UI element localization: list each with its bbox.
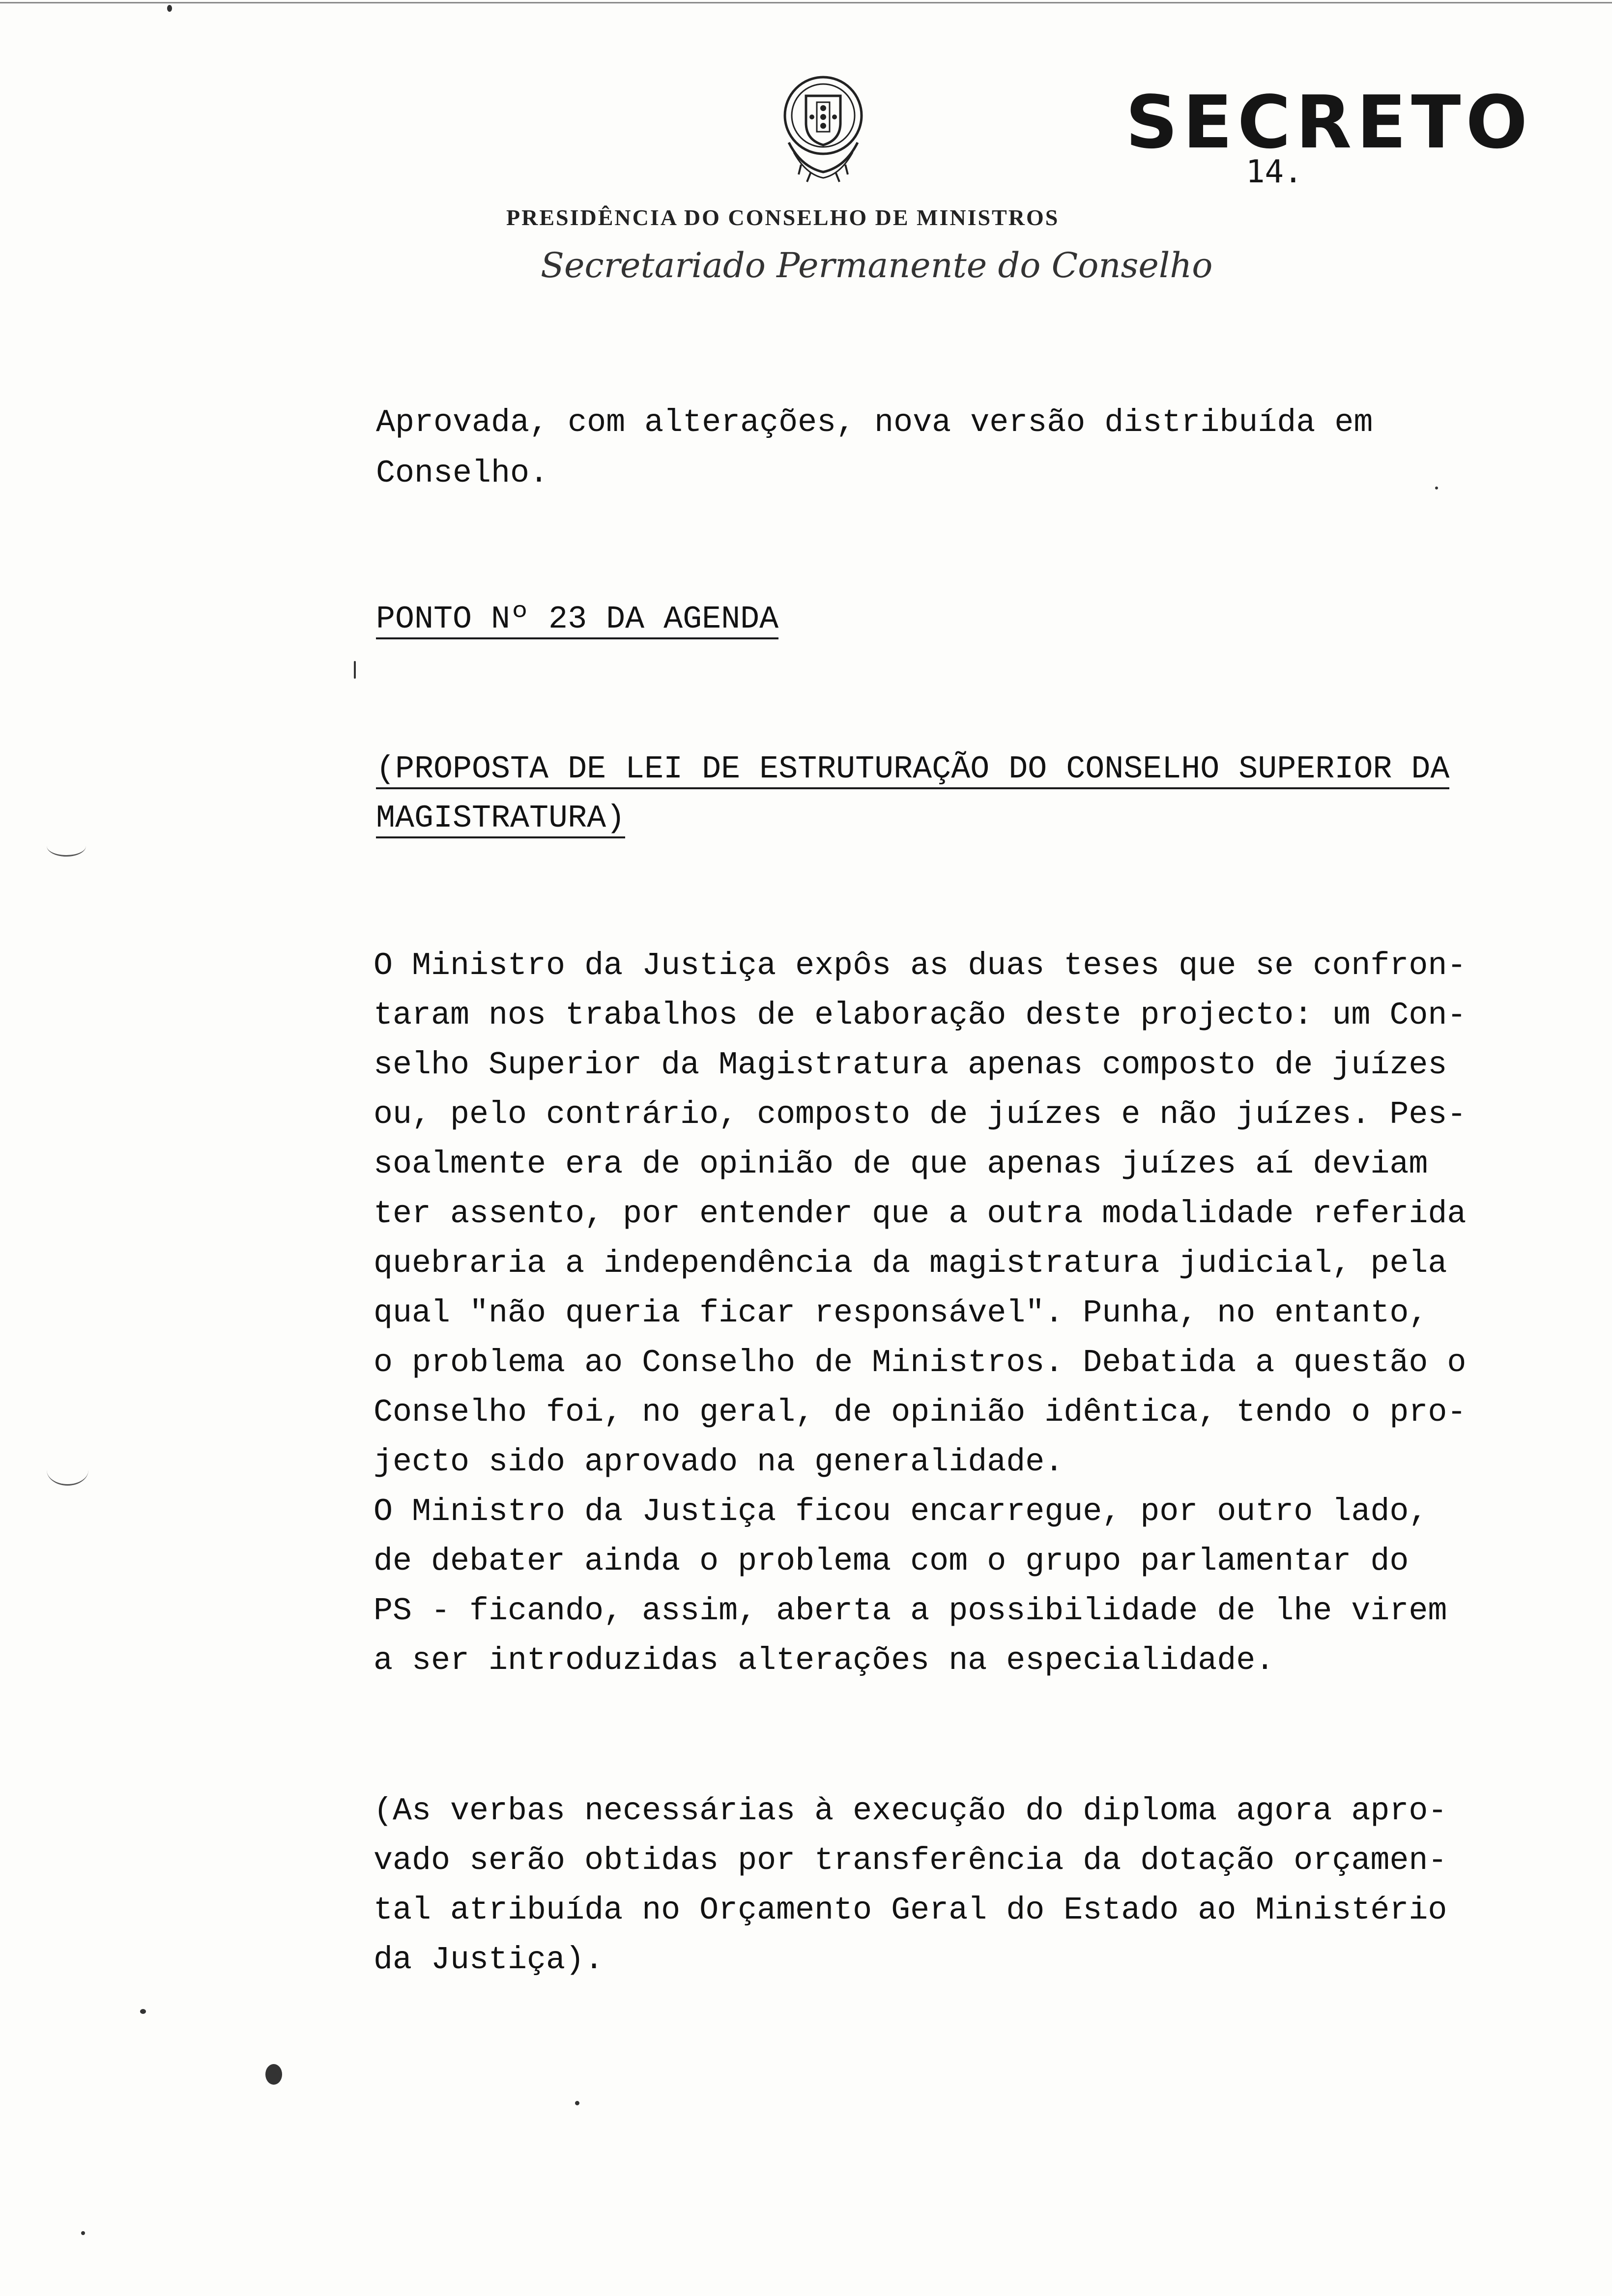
institution-heading: PRESIDÊNCIA DO CONSELHO DE MINISTROS — [506, 205, 1060, 230]
scan-speck — [354, 661, 356, 679]
scan-speck — [1435, 487, 1438, 489]
body-line: ter assento, por entender que a outra modalidade referida — [374, 1196, 1467, 1232]
agenda-subject-line-2: MAGISTRATURA) — [376, 800, 625, 838]
body-line: taram nos trabalhos de elaboração deste projecto: um Con- — [374, 997, 1467, 1033]
body-paragraph — [374, 941, 1466, 1686]
scan-speck — [265, 2064, 282, 2085]
body-line: Conselho foi, no geral, de opinião idêntica, tendo o pro- — [374, 1394, 1467, 1431]
body-line: soalmente era de opinião de que apenas juízes aí deviam — [374, 1146, 1428, 1182]
classification-stamp: SECRETO — [1125, 80, 1533, 165]
body-line: qual "não queria ficar responsável". Punha, no entanto, — [374, 1295, 1428, 1331]
note-line: (As verbas necessárias à execução do diploma agora apro- — [374, 1793, 1447, 1829]
body-line: O Ministro da Justiça expôs as duas teses que se confron- — [374, 947, 1467, 984]
scan-mark — [47, 835, 86, 857]
scan-speck — [140, 2009, 146, 2014]
agenda-subject-line-1: (PROPOSTA DE LEI DE ESTRUTURAÇÃO DO CONSELHO SUPERIOR DA — [376, 751, 1449, 789]
intro-line-2: Conselho. — [376, 455, 549, 491]
body-line: quebraria a independência da magistratura judicial, pela — [374, 1245, 1447, 1282]
body-line: selho Superior da Magistratura apenas composto de juízes — [374, 1047, 1447, 1083]
body-line: ou, pelo contrário, composto de juízes e não juízes. Pes- — [374, 1096, 1467, 1133]
agenda-point-heading: PONTO Nº 23 DA AGENDA — [376, 601, 778, 639]
scan-speck — [167, 5, 172, 12]
body-line: O Ministro da Justiça ficou encarregue, por outro lado, — [374, 1493, 1428, 1530]
body-line: jecto sido aprovado na generalidade. — [374, 1444, 1064, 1480]
budget-note-paragraph — [374, 1786, 1447, 1985]
scan-edge-line — [0, 2, 1612, 3]
scan-mark — [47, 1455, 88, 1486]
note-line: tal atribuída no Orçamento Geral do Estado ao Ministério — [374, 1892, 1447, 1928]
coat-of-arms-seal-icon — [772, 69, 875, 187]
page-number: 14. — [1246, 154, 1303, 190]
scan-speck — [81, 2231, 85, 2235]
body-line: o problema ao Conselho de Ministros. Debatida a questão o — [374, 1345, 1467, 1381]
body-line: de debater ainda o problema com o grupo parlamentar do — [374, 1543, 1409, 1579]
note-line: vado serão obtidas por transferência da dotação orçamen- — [374, 1842, 1447, 1879]
body-line: PS - ficando, assim, aberta a possibilidade de lhe virem — [374, 1593, 1447, 1629]
intro-line-1: Aprovada, com alterações, nova versão distribuída em — [376, 404, 1373, 441]
body-line: a ser introduzidas alterações na especialidade. — [374, 1642, 1275, 1679]
note-line: da Justiça). — [374, 1942, 604, 1978]
department-subheading: Secretariado Permanente do Conselho — [541, 245, 1213, 286]
scan-speck — [575, 2101, 579, 2105]
